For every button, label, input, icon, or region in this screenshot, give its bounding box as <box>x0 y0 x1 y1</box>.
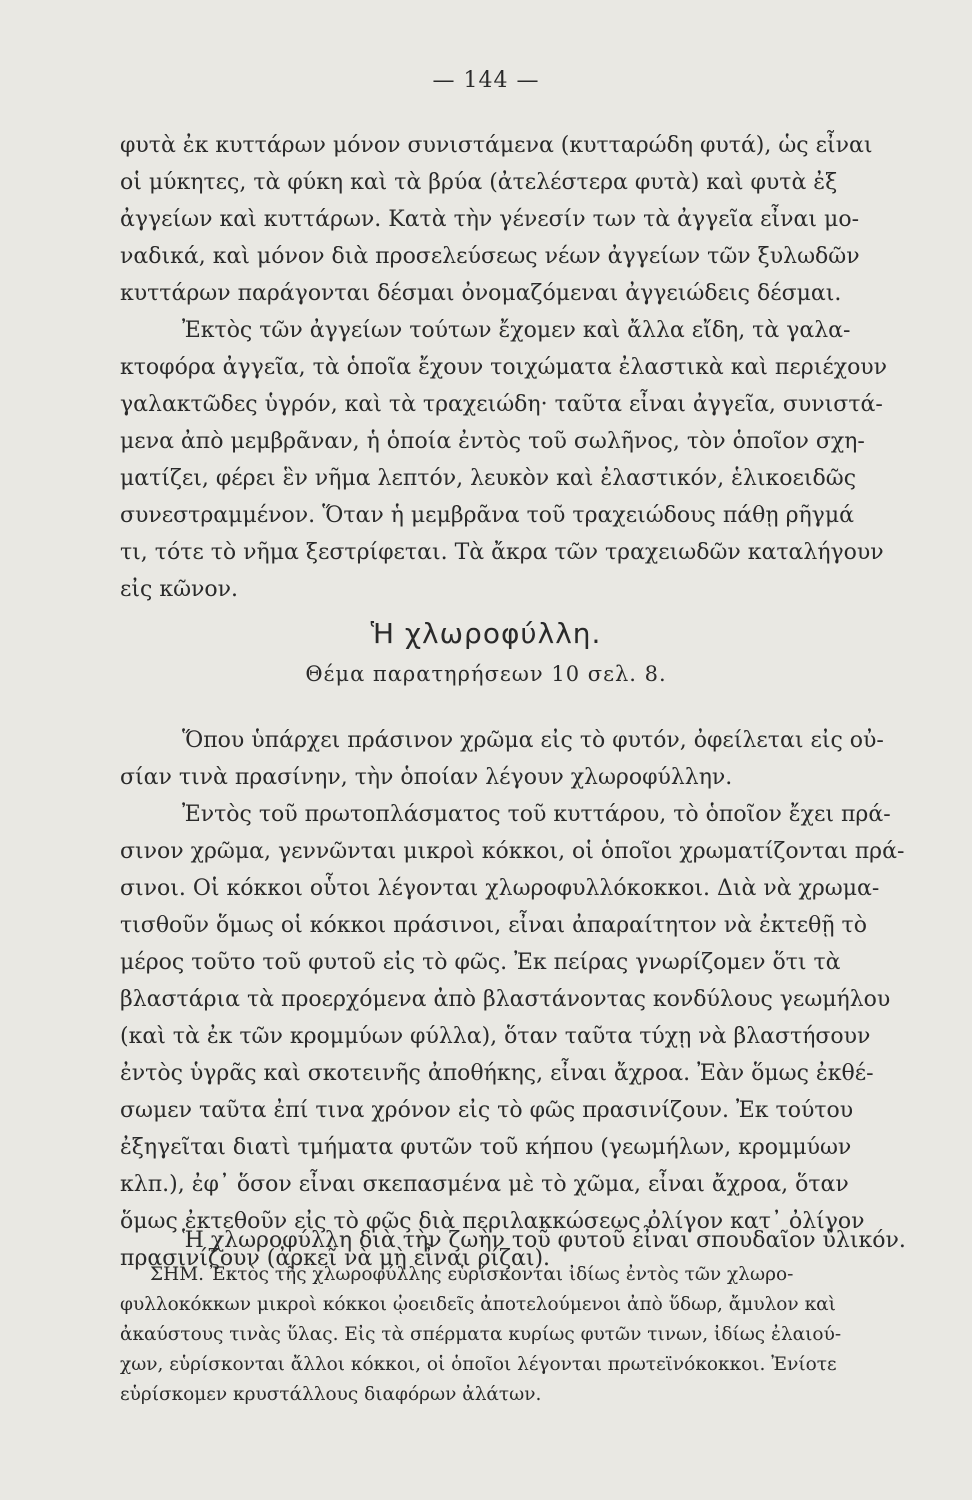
text-line: βλαστάρια τὰ προερχόμενα ἀπὸ βλαστάνοντας κονδύλους γεωμήλου <box>120 987 891 1012</box>
text-line: κυττάρων παράγονται δέσμαι ὀνομαζόμεναι ἀγγειώδεις δέσμαι. <box>120 281 842 306</box>
text-line: ἐξηγεῖται διατὶ τμήματα φυτῶν τοῦ κήπου (γεωμήλων, κρομμύων <box>120 1135 852 1160</box>
text-line: σινον χρῶμα, γεννῶνται μικροὶ κόκκοι, οἱ ὁποῖοι χρωματίζονται πρά- <box>120 839 905 864</box>
text-line: ναδικά, καὶ μόνον διὰ προσελεύσεως νέων ἀγγείων τῶν ξυλωδῶν <box>120 244 860 269</box>
text-line: οἱ μύκητες, τὰ φύκη καὶ τὰ βρύα (ἀτελέστερα φυτὰ) καὶ φυτὰ ἐξ <box>120 170 838 195</box>
paragraph-importance <box>120 1222 960 1259</box>
note-line: ἀκαύστους τινὰς ὕλας. Εἰς τὰ σπέρματα κυρίως φυτῶν τινων, ἰδίως ἐλαιού- <box>120 1324 842 1345</box>
note-line: ΣΗΜ. Ἐκτὸς τῆς χλωροφύλλης εὑρίσκονται ἰδίως ἐντὸς τῶν χλωρο- <box>150 1264 794 1285</box>
page-number: — 144 — <box>432 68 540 93</box>
note-line: φυλλοκόκκων μικροὶ κόκκοι ᾠοειδεῖς ἀποτελούμενοι ἀπὸ ὕδωρ, ἄμυλον καὶ <box>120 1294 836 1315</box>
text-line: (καὶ τὰ ἐκ τῶν κρομμύων φύλλα), ὅταν ταῦτα τύχῃ νὰ βλαστήσουν <box>120 1024 871 1049</box>
paragraph-latex-vessels <box>120 312 960 608</box>
paragraph-chlorophyll-intro <box>120 722 960 796</box>
paragraph-chloroplasts <box>120 796 960 1277</box>
footnote <box>120 1260 960 1410</box>
text-line: εἰς κῶνον. <box>120 577 239 602</box>
text-line: φυτὰ ἐκ κυττάρων μόνον συνιστάμενα (κυτταρώδη φυτά), ὡς εἶναι <box>120 133 873 158</box>
text-line: ὅμως ἐκτεθοῦν εἰς τὸ φῶς διὰ περιλακκώσεως ὀλίγον κατ᾿ ὀλίγον <box>120 1209 865 1234</box>
section-subheading: Θέμα παρατηρήσεων 10 σελ. 8. <box>305 662 667 686</box>
text-line: κλπ.), ἐφ᾿ ὅσον εἶναι σκεπασμένα μὲ τὸ χῶμα, εἶναι ἄχροα, ὅταν <box>120 1172 849 1197</box>
text-line: ἐντὸς ὑγρᾶς καὶ σκοτεινῆς ἀποθήκης, εἶναι ἄχροα. Ἐὰν ὅμως ἐκθέ- <box>120 1061 874 1086</box>
text-line: Ὅπου ὑπάρχει πράσινον χρῶμα εἰς τὸ φυτόν, ὀφείλεται εἰς οὐ- <box>182 728 884 753</box>
text-line: ματίζει, φέρει ἓν νῆμα λεπτόν, λευκὸν καὶ ἐλαστικόν, ἑλικοειδῶς <box>120 466 857 491</box>
text-line: Ἡ χλωροφύλλη διὰ τὴν ζωὴν τοῦ φυτοῦ εἶναι σπουδαῖον ὑλικόν. <box>182 1228 906 1253</box>
text-line: σινοι. Οἱ κόκκοι οὗτοι λέγονται χλωροφυλλόκοκκοι. Διὰ νὰ χρωμα- <box>120 876 880 901</box>
note-line: χων, εὑρίσκονται ἄλλοι κόκκοι, οἱ ὁποῖοι λέγονται πρωτεϊνόκοκκοι. Ἐνίοτε <box>120 1354 837 1375</box>
text-line: Ἐντὸς τοῦ πρωτοπλάσματος τοῦ κυττάρου, τὸ ὁποῖον ἔχει πρά- <box>182 802 891 827</box>
text-line: τι, τότε τὸ νῆμα ξεστρίφεται. Τὰ ἄκρα τῶν τραχειωδῶν καταλήγουν <box>120 540 884 565</box>
text-line: μέρος τοῦτο τοῦ φυτοῦ εἰς τὸ φῶς. Ἐκ πείρας γνωρίζομεν ὅτι τὰ <box>120 950 841 975</box>
text-line: τισθοῦν ὅμως οἱ κόκκοι πράσινοι, εἶναι ἀπαραίτητον νὰ ἐκτεθῇ τὸ <box>120 913 867 938</box>
note-line: εὑρίσκομεν κρυστάλλους διαφόρων ἀλάτων. <box>120 1384 542 1405</box>
text-line: συνεστραμμένον. Ὅταν ἡ μεμβρᾶνα τοῦ τραχειώδους πάθῃ ρῆγμά <box>120 503 854 528</box>
text-line: πρασινίζουν (ἀρκεῖ νὰ μὴ εἶναι ρίζαι). <box>120 1246 551 1271</box>
section-heading: Ἡ χλωροφύλλη. <box>370 617 602 650</box>
text-line: μενα ἀπὸ μεμβρᾶναν, ἡ ὁποία ἐντὸς τοῦ σωλῆνος, τὸν ὁποῖον σχη- <box>120 429 865 454</box>
text-line: Ἐκτὸς τῶν ἀγγείων τούτων ἔχομεν καὶ ἄλλα εἴδη, τὰ γαλα- <box>182 318 851 343</box>
text-line: σωμεν ταῦτα ἐπί τινα χρόνον εἰς τὸ φῶς πρασινίζουν. Ἐκ τούτου <box>120 1098 854 1123</box>
text-line: ἀγγείων καὶ κυττάρων. Κατὰ τὴν γένεσίν των τὰ ἀγγεῖα εἶναι μο- <box>120 207 859 232</box>
paragraph-vessel-types <box>120 127 960 312</box>
text-line: κτοφόρα ἀγγεῖα, τὰ ὁποῖα ἔχουν τοιχώματα ἐλαστικὰ καὶ περιέχουν <box>120 355 888 380</box>
text-line: γαλακτῶδες ὑγρόν, καὶ τὰ τραχειώδη· ταῦτα εἶναι ἀγγεῖα, συνιστά- <box>120 392 883 417</box>
text-line: σίαν τινὰ πρασίνην, τὴν ὁποίαν λέγουν χλωροφύλλην. <box>120 765 733 790</box>
